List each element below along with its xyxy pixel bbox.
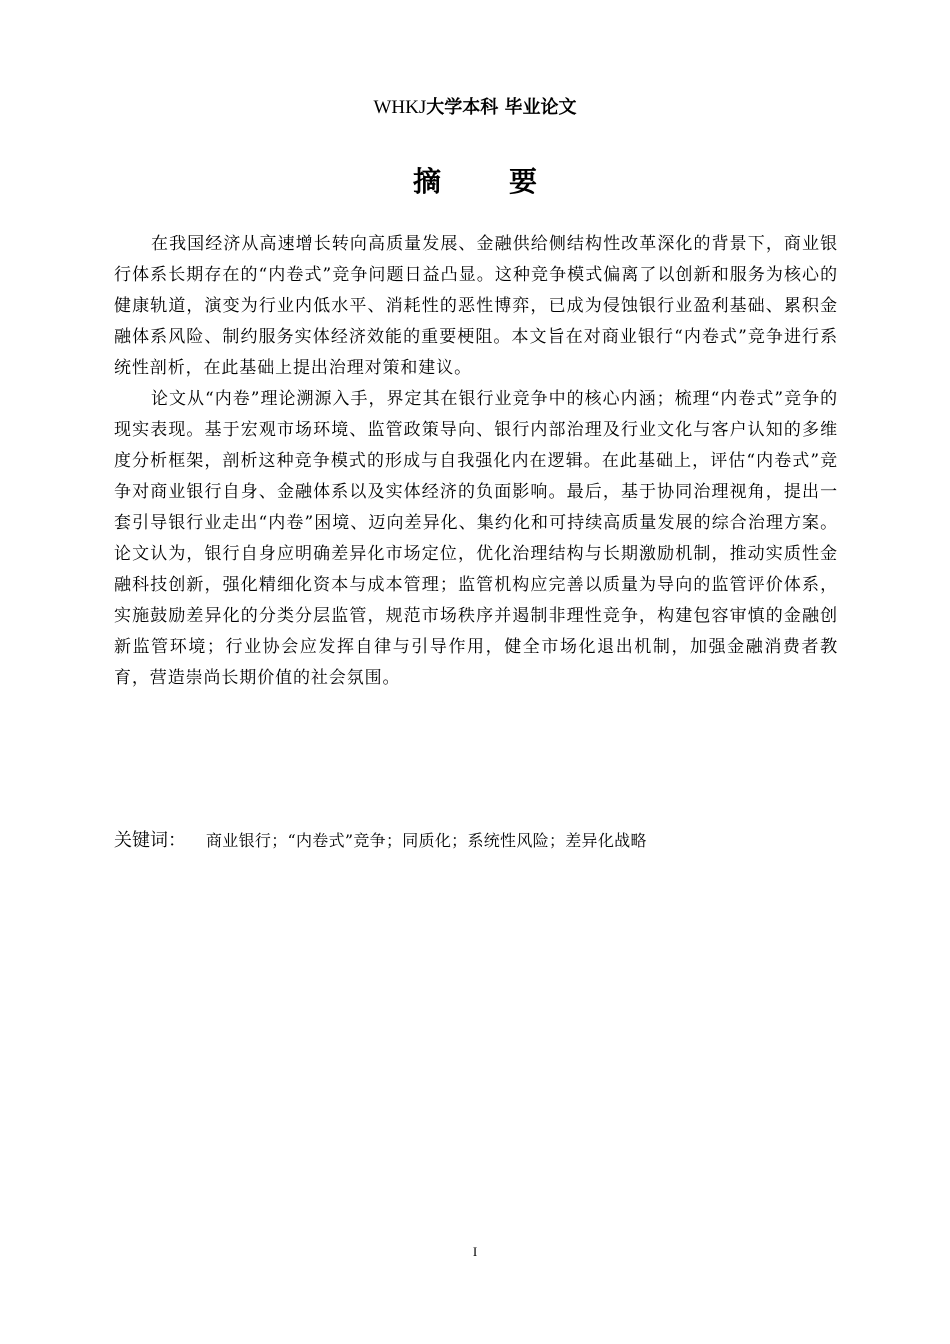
keywords-values: 商业银行；“内卷式”竞争；同质化；系统性风险；差异化战略 xyxy=(206,831,647,850)
keywords-label: 关键词： xyxy=(114,830,186,851)
abstract-paragraph-2: 论文从“内卷”理论溯源入手，界定其在银行业竞争中的核心内涵；梳理“内卷式”竞争的现实表现。基于宏观市场环境、监管政策导向、银行内部治理及行业文化与客户认知的多维度分析框架，剖析这种竞争模式的形成与自我强化内在逻辑。在此基础上，评估“内卷式”竞争对商业银行自身、金融体系以及实体经济的负面影响。最后，基于协同治理视角，提出一套引导银行业走出“内卷”困境、迈向差异化、集约化和可持续高质量发展的综合治理方案。论文认为，银行自身应明确差异化市场定位，优化治理结构与长期激励机制，推动实质性金融科技创新，强化精细化资本与成本管理；监管机构应完善以质量为导向的监管评价体系，实施鼓励差异化的分类分层监管，规范市场秩序并遏制非理性竞争，构建包容审慎的金融创新监管环境；行业协会应发挥自律与引导作用，健全市场化退出机制，加强金融消费者教育，营造崇尚长期价值的社会氛围。 xyxy=(114,389,838,688)
header-school-code: WHKJ xyxy=(373,97,427,118)
abstract-paragraph-1: 在我国经济从高速增长转向高质量发展、金融供给侧结构性改革深化的背景下，商业银行体系长期存在的“内卷式”竞争问题日益凸显。这种竞争模式偏离了以创新和服务为核心的健康轨道，演变为行业内低水平、消耗性的恶性博弈，已成为侵蚀银行业盈利基础、累积金融体系风险、制约服务实体经济效能的重要梗阻。本文旨在对商业银行“内卷式”竞争进行系统性剖析，在此基础上提出治理对策和建议。 xyxy=(114,234,838,378)
keywords-line xyxy=(114,826,838,856)
abstract-body xyxy=(114,229,838,694)
abstract-title: 摘要 xyxy=(412,165,605,198)
header-title: 大学本科 毕业论文 xyxy=(426,97,577,118)
running-header xyxy=(0,94,950,121)
page-number: I xyxy=(472,1244,478,1259)
